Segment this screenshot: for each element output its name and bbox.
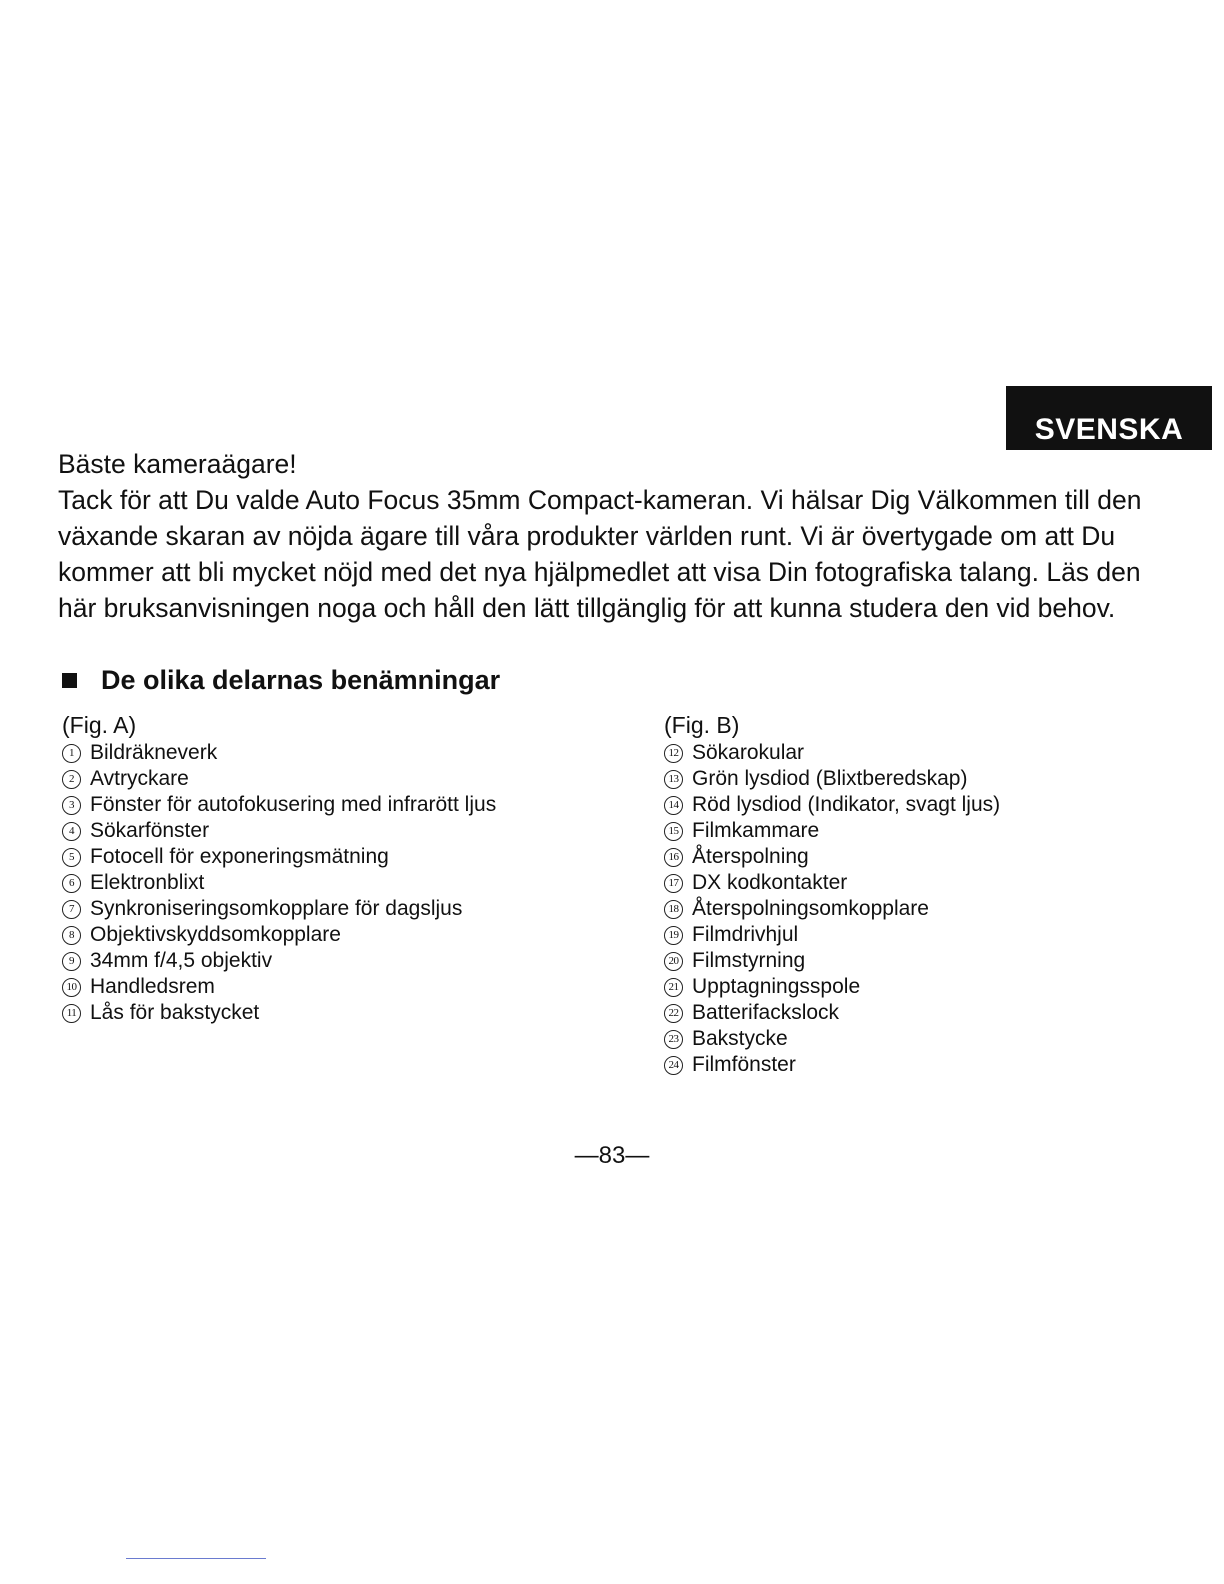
part-number: 1: [62, 744, 81, 763]
part-number: 5: [62, 848, 81, 867]
figure-b-title: (Fig. B): [664, 712, 740, 738]
part-item: [62, 818, 622, 844]
part-label: Sökarokular: [692, 741, 805, 764]
part-number: 17: [664, 874, 683, 893]
part-label: Bildräkneverk: [90, 741, 218, 764]
part-label: Batterifackslock: [692, 1001, 840, 1024]
part-number: 11: [62, 1004, 81, 1023]
part-item: [62, 948, 622, 974]
part-label: Avtryckare: [90, 767, 189, 790]
part-number: 22: [664, 1004, 683, 1023]
part-number: 16: [664, 848, 683, 867]
part-number: 6: [62, 874, 81, 893]
part-label: Handledsrem: [90, 975, 215, 998]
intro-paragraph: Tack för att Du valde Auto Focus 35mm Compact-kameran. Vi hälsar Dig Välkommen till den växande skaran av nöjda ägare till våra produkter världen runt. Vi är övertygade om att Du kommer att bli mycket nöjd med det nya hjälpmedlet att visa Din fotografiska talang. Läs den här bruksanvisningen noga och håll den lätt tillgänglig för att kunna studera den vid behov.: [58, 485, 1142, 623]
part-item: [62, 1000, 622, 1026]
part-label: Återspolningsomkopplare: [692, 897, 929, 920]
part-label: 34mm f/4,5 objektiv: [90, 949, 273, 972]
part-item: [664, 766, 1184, 792]
part-label: Lås för bakstycket: [90, 1001, 260, 1024]
part-number: 20: [664, 952, 683, 971]
part-item: [664, 792, 1184, 818]
part-label: Sökarfönster: [90, 819, 210, 842]
part-label: Röd lysdiod (Indikator, svagt ljus): [692, 793, 1001, 816]
part-item: [62, 896, 622, 922]
part-item: [664, 922, 1184, 948]
part-item: [664, 870, 1184, 896]
part-label: Fönster för autofokusering med infrarött ljus: [90, 793, 497, 816]
figure-b-list: [664, 740, 1184, 1078]
part-item: [664, 974, 1184, 1000]
part-number: 10: [62, 978, 81, 997]
part-label: Filmfönster: [692, 1053, 796, 1076]
intro-text: [58, 446, 1168, 626]
part-label: Elektronblixt: [90, 871, 205, 894]
part-label: Filmstyrning: [692, 949, 806, 972]
part-number: 12: [664, 744, 683, 763]
section-heading: [58, 665, 500, 696]
part-item: [664, 844, 1184, 870]
part-number: 3: [62, 796, 81, 815]
part-item: [664, 948, 1184, 974]
part-number: 23: [664, 1030, 683, 1049]
part-label: DX kodkontakter: [692, 871, 848, 894]
part-label: Filmkammare: [692, 819, 820, 842]
part-label: Filmdrivhjul: [692, 923, 799, 946]
part-label: Upptagningsspole: [692, 975, 861, 998]
part-number: 8: [62, 926, 81, 945]
part-number: 2: [62, 770, 81, 789]
part-item: [62, 740, 622, 766]
part-number: 18: [664, 900, 683, 919]
part-number: 4: [62, 822, 81, 841]
part-number: 21: [664, 978, 683, 997]
part-number: 7: [62, 900, 81, 919]
part-label: Återspolning: [692, 845, 809, 868]
part-label: Grön lysdiod (Blixtberedskap): [692, 767, 968, 790]
part-item: [664, 740, 1184, 766]
part-item: [664, 1026, 1184, 1052]
part-number: 15: [664, 822, 683, 841]
part-item: [62, 870, 622, 896]
part-label: Synkroniseringsomkopplare för dagsljus: [90, 897, 463, 920]
section-heading-text: De olika delarnas benämningar: [101, 665, 501, 695]
part-number: 19: [664, 926, 683, 945]
part-item: [62, 844, 622, 870]
part-item: [664, 896, 1184, 922]
part-label: Objektivskyddsomkopplare: [90, 923, 341, 946]
part-label: Bakstycke: [692, 1027, 788, 1050]
part-number: 13: [664, 770, 683, 789]
page-number: —83—: [574, 1142, 650, 1169]
part-number: 24: [664, 1056, 683, 1075]
part-label: Fotocell för exponeringsmätning: [90, 845, 389, 868]
part-item: [664, 1000, 1184, 1026]
part-item: [664, 1052, 1184, 1078]
square-bullet-icon: [62, 673, 77, 688]
part-number: 9: [62, 952, 81, 971]
figure-b-parts: [664, 710, 1184, 1078]
language-tab: SVENSKA: [1006, 386, 1212, 450]
figure-a-parts: [62, 710, 622, 1026]
part-number: 14: [664, 796, 683, 815]
part-item: [62, 974, 622, 1000]
greeting: Bäste kameraägare!: [58, 449, 297, 479]
part-item: [62, 792, 622, 818]
part-item: [62, 766, 622, 792]
figure-a-title: (Fig. A): [62, 712, 137, 738]
part-item: [62, 922, 622, 948]
part-item: [664, 818, 1184, 844]
figure-a-list: [62, 740, 622, 1026]
footer-rule: [126, 1558, 266, 1559]
